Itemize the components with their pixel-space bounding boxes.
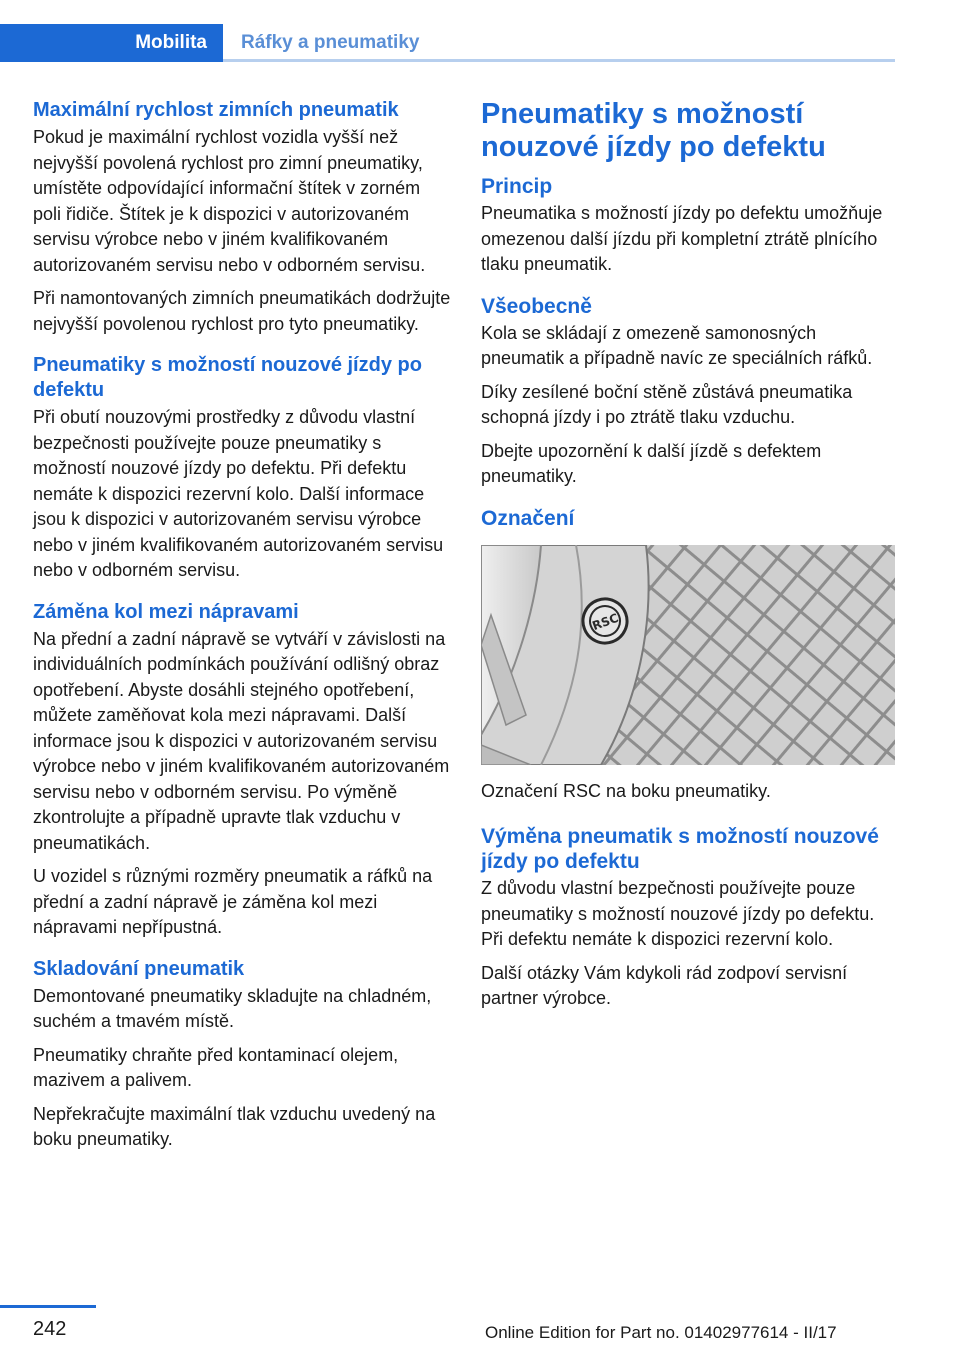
figure-caption: Označení RSC na boku pneumatiky. [481,780,771,801]
section-heading-oznaceni: Označení [481,506,575,530]
paragraph: Demontované pneumatiky skladujte na chladném, suchém a tmavém místě. [33,985,432,1031]
section-heading-vymena: Výměna pneumatik s možností nouzové jízdy po defektu [481,825,879,873]
section-heading-vseobecne: Všeobecně [481,294,592,318]
paragraph: Při namontovaných zimních pneumatikách dodržujte nejvyšší povolenou rychlost pro tyto pneumatiky. [33,288,451,334]
rsc-logo-text: RSC [590,610,621,633]
paragraph: Na přední a zadní nápravě se vytváří v závislosti na individuálních podmínkách používání odlišný obraz opotřebení. Abyste dosáhli stejného opotřebení, můžete zaměňovat kola mezi nápravami. Další informace jsou k dispozici v autorizovaném servisu výrobce nebo v jiném kvalifikovaném autorizovaném servisu nebo v odborném servisu. Po výměně zkontrolujte a případně upravte tlak vzduchu v pneumatikách. [33,628,450,853]
paragraph: Dbejte upozornění k další jízdě s defektem pneumatiky. [481,440,822,486]
section-heading-wheel-rotation: Záměna kol mezi nápravami [33,600,299,623]
section-heading-runflat: Pneumatiky s možností nouzové jízdy po defektu [33,354,422,401]
paragraph: Pneumatiky chraňte před kontaminací olejem, mazivem a palivem. [33,1044,399,1090]
header-tabbar [0,24,895,62]
paragraph: Kola se skládají z omezeně samonosných pneumatik a případně navíc ze speciálních ráfků. [481,322,873,368]
paragraph: Další otázky Vám kdykoli rád zodpoví servisní partner výrobce. [481,962,848,1008]
paragraph: Při obutí nouzovými prostředky z důvodu vlastní bezpečnosti používejte pouze pneumatiky s možností nouzové jízdy po defektu. Při defektu nemáte k dispozici rezervní kolo. Další informace jsou k dispozici v autorizovaném servisu výrobce nebo v jiném kvalifikovaném autorizovaném servisu nebo v odborném servisu. [33,407,444,580]
tab-mobilita[interactable]: Mobilita [0,24,223,62]
edition-info: Online Edition for Part no. 01402977614 - II/17 [485,1323,837,1342]
paragraph: Z důvodu vlastní bezpečnosti používejte pouze pneumatiky s možností nouzové jízdy po defektu. Při defektu nemáte k dispozici rezervní kolo. [481,878,875,949]
paragraph: Pneumatika s možností jízdy po defektu umožňuje omezenou další jízdu při kompletní ztrátě plnícího tlaku pneumatik. [481,203,883,274]
paragraph: Pokud je maximální rychlost vozidla vyšší než nejvyšší povolená rychlost pro zimní pneumatiky, umístěte odpovídající informační štítek v zorném poli řidiče. Štítek je k dispozici v autorizovaném servisu výrobce nebo v jiném kvalifikovaném autorizovaném servisu nebo v odborném servisu. [33,127,426,275]
page-number: 242 [33,1318,67,1340]
footer-accent-line [0,1305,96,1308]
paragraph: U vozidel s různými rozměry pneumatik a ráfků na přední a zadní nápravě je záměna kol mezi nápravami nepřípustná. [33,866,433,937]
tab-rafky-a-pneumatiky[interactable]: Ráfky a pneumatiky [241,32,420,53]
section-heading-storage: Skladování pneumatik [33,957,245,980]
paragraph: Nepřekračujte maximální tlak vzduchu uvedený na boku pneumatiky. [33,1103,436,1149]
left-column [33,98,451,1161]
paragraph: Díky zesílené boční stěně zůstává pneumatika schopná jízdy i po ztrátě tlaku vzduchu. [481,381,853,427]
page-title: Pneumatiky s možností nouzové jízdy po defektu [481,98,826,163]
right-column [481,98,895,1020]
tire-rsc-illustration [481,545,895,765]
section-heading-max-speed: Maximální rychlost zimních pneumatik [33,99,399,121]
section-heading-princip: Princip [481,175,553,198]
header-underline [223,59,895,62]
